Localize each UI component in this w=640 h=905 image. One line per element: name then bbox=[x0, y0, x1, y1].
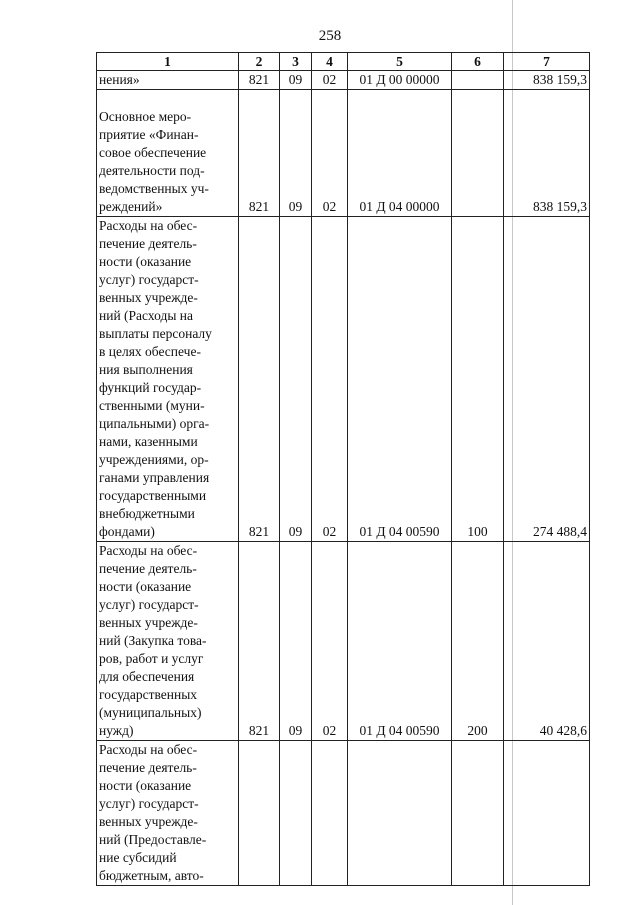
description-line: ний (Расходы на bbox=[99, 308, 193, 323]
cell-expense-type bbox=[452, 90, 504, 217]
description-line: учреждениями, ор- bbox=[99, 452, 209, 467]
description-line: ципальными) орга- bbox=[99, 416, 210, 431]
description-line: функций государ- bbox=[99, 380, 202, 395]
description-line: венных учрежде- bbox=[99, 615, 198, 630]
cell-ministry-code: 821 bbox=[239, 217, 280, 542]
cell-section-code: 09 bbox=[280, 217, 312, 542]
header-row bbox=[97, 53, 590, 71]
col-header-4: 4 bbox=[312, 53, 348, 71]
cell-expense-type bbox=[452, 741, 504, 886]
description-line: совое обеспечение bbox=[99, 145, 207, 160]
cell-target-code: 01 Д 04 00000 bbox=[348, 90, 452, 217]
row-description bbox=[97, 71, 239, 90]
description-line: печение деятель- bbox=[99, 561, 197, 576]
description-line: ности (оказание bbox=[99, 254, 192, 269]
row-description bbox=[97, 90, 239, 217]
row-description bbox=[97, 741, 239, 886]
cell-target-code: 01 Д 00 00000 bbox=[348, 71, 452, 90]
description-line: ние субсидий bbox=[99, 850, 177, 865]
description-line: внебюджетными bbox=[99, 506, 195, 521]
description-line: услуг) государст- bbox=[99, 796, 199, 811]
description-line: ния выполнения bbox=[99, 362, 193, 377]
description-line: услуг) государст- bbox=[99, 597, 199, 612]
cell-expense-type: 200 bbox=[452, 542, 504, 741]
description-line: Основное меро- bbox=[99, 109, 192, 124]
col-header-7: 7 bbox=[504, 53, 590, 71]
description-line: (муниципальных) bbox=[99, 705, 202, 720]
description-line: Расходы на обес- bbox=[99, 543, 198, 558]
description-line: ров, работ и услуг bbox=[99, 651, 204, 666]
description-line: Расходы на обес- bbox=[99, 742, 198, 757]
description-line: печение деятель- bbox=[99, 760, 197, 775]
cell-amount: 40 428,6 bbox=[504, 542, 590, 741]
description-line: бюджетным, авто- bbox=[99, 868, 204, 883]
description-line: ности (оказание bbox=[99, 579, 192, 594]
table-row bbox=[97, 71, 590, 90]
cell-target-code: 01 Д 04 00590 bbox=[348, 542, 452, 741]
description-line: нужд) bbox=[99, 723, 134, 738]
cell-target-code: 01 Д 04 00590 bbox=[348, 217, 452, 542]
cell-amount: 838 159,3 bbox=[504, 71, 590, 90]
description-line: фондами) bbox=[99, 524, 155, 539]
col-header-1: 1 bbox=[97, 53, 239, 71]
description-line: венных учрежде- bbox=[99, 290, 198, 305]
description-line: ности (оказание bbox=[99, 778, 192, 793]
cell-amount bbox=[504, 741, 590, 886]
col-header-2: 2 bbox=[239, 53, 280, 71]
table-row bbox=[97, 90, 590, 217]
row-description bbox=[97, 217, 239, 542]
description-line: в целях обеспече- bbox=[99, 344, 201, 359]
description-line: для обеспечения bbox=[99, 669, 195, 684]
description-line: приятие «Финан- bbox=[99, 127, 199, 142]
table-row bbox=[97, 542, 590, 741]
col-header-3: 3 bbox=[280, 53, 312, 71]
table-row bbox=[97, 741, 590, 886]
cell-section-code: 09 bbox=[280, 90, 312, 217]
description-line: ведомственных уч- bbox=[99, 181, 209, 196]
cell-amount: 838 159,3 bbox=[504, 90, 590, 217]
cell-section-code: 09 bbox=[280, 542, 312, 741]
cell-expense-type bbox=[452, 71, 504, 90]
row-description bbox=[97, 542, 239, 741]
budget-table bbox=[96, 52, 590, 886]
description-line: услуг) государст- bbox=[99, 272, 199, 287]
cell-subsection-code: 02 bbox=[312, 542, 348, 741]
description-line: государственных bbox=[99, 687, 198, 702]
description-line: нами, казенными bbox=[99, 434, 198, 449]
description-line: печение деятель- bbox=[99, 236, 197, 251]
description-line: ственными (муни- bbox=[99, 398, 205, 413]
cell-subsection-code: 02 bbox=[312, 217, 348, 542]
description-line: нения» bbox=[99, 72, 140, 87]
description-line: ний (Предоставле- bbox=[99, 832, 207, 847]
cell-subsection-code: 02 bbox=[312, 71, 348, 90]
description-line: государственными bbox=[99, 488, 207, 503]
cell-expense-type: 100 bbox=[452, 217, 504, 542]
description-line: деятельности под- bbox=[99, 163, 205, 178]
table-row bbox=[97, 217, 590, 542]
page-number: 258 bbox=[318, 28, 342, 44]
description-line: выплаты персоналу bbox=[99, 326, 212, 341]
cell-section-code bbox=[280, 741, 312, 886]
description-line: реждений» bbox=[99, 199, 163, 214]
cell-ministry-code bbox=[239, 741, 280, 886]
cell-subsection-code: 02 bbox=[312, 90, 348, 217]
cell-ministry-code: 821 bbox=[239, 542, 280, 741]
description-line: ний (Закупка това- bbox=[99, 633, 207, 648]
cell-target-code bbox=[348, 741, 452, 886]
cell-ministry-code: 821 bbox=[239, 71, 280, 90]
cell-ministry-code: 821 bbox=[239, 90, 280, 217]
description-line: ганами управления bbox=[99, 470, 210, 485]
col-header-6: 6 bbox=[452, 53, 504, 71]
cell-section-code: 09 bbox=[280, 71, 312, 90]
description-line: венных учрежде- bbox=[99, 814, 198, 829]
col-header-5: 5 bbox=[348, 53, 452, 71]
cell-amount: 274 488,4 bbox=[504, 217, 590, 542]
cell-subsection-code bbox=[312, 741, 348, 886]
description-line: Расходы на обес- bbox=[99, 218, 198, 233]
